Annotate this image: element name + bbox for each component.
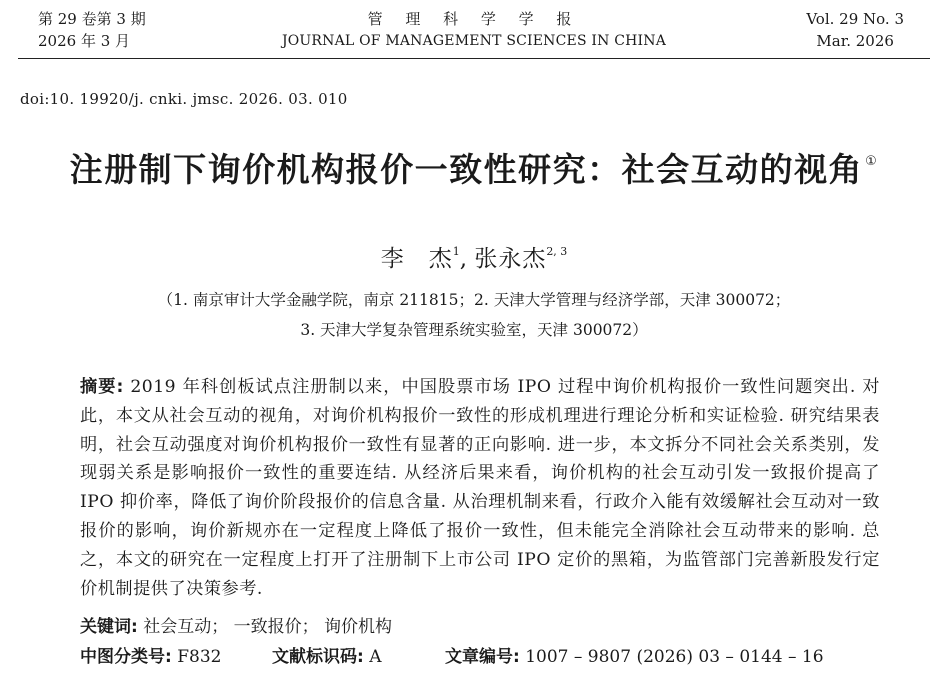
date-cn: 2026 年 3 月 [38,32,131,50]
header-right [806,8,904,52]
clc-number [80,642,221,667]
journal-name-cn: 管 理 科 学 学 报 [367,10,581,28]
journal-name-en: JOURNAL OF MANAGEMENT SCIENCES IN CHINA [281,33,667,49]
date-en: Mar. 2026 [816,32,894,50]
keywords-label: 关键词: [80,617,138,637]
clc-value: F832 [171,647,222,667]
document-code-value: A [363,647,382,667]
author-name: 李 杰 [380,246,453,272]
affiliation-line: （1. 南京审计大学金融学院，南京 211815；2. 天津大学管理与经济学部，天津 300072； [157,291,791,309]
title-text: 注册制下询价机构报价一致性研究：社会互动的视角 [69,150,864,189]
abstract-label: 摘要: [80,377,124,397]
volume-issue-cn: 第 29 卷第 3 期 [38,10,146,28]
keywords-text: 社会互动； 一致报价； 询价机构 [137,617,393,637]
article-number-value: 1007 – 9807 (2026) 03 – 0144 – 16 [519,647,824,667]
abstract-text: 2019 年科创板试点注册制以来，中国股票市场 IPO 过程中询价机构报价一致性问题突出. 对此，本文从社会互动的视角，对询价机构报价一致性的形成机理进行理论分析和实证检验. 研究结果表明，社会互动强度对询价机构报价一致性有显著的正向影响. 进一步，本文拆分不同社会关系类别，发现弱关系是影响报价一致性的重要连结. 从经济后果来看，询价机构的社会互动引发一致报价提高了 IPO 抑价率，降低了询价阶段报价的信息含量. 从治理机制来看，行政介入能有效缓解社会互动对一致报价的影响，询价新规亦在一定程度上降低了报价一致性，但未能完全消除社会互动带来的影响. 总之，本文的研究在一定程度上打开了注册制下上市公司 IPO 定价的黑箱，为监管部门完善新股发行定价机制提供了决策参考. [80,377,880,599]
author-affiliation-marker: 1 [452,245,460,258]
title-footnote-marker[interactable]: ① [865,154,879,169]
doi-link[interactable]: doi:10. 19920/j. cnki. jmsc. 2026. 03. 010 [20,90,348,108]
header-divider [18,58,930,59]
volume-issue-en: Vol. 29 No. 3 [806,10,904,28]
author-affiliation-marker: 2, 3 [546,245,568,258]
abstract [80,373,880,603]
clc-label: 中图分类号: [80,647,172,667]
article-number-label: 文章编号: [445,647,520,667]
article-number [445,642,824,667]
document-code [272,642,382,667]
article-title [0,144,948,191]
keywords [80,612,392,637]
author-list [0,240,948,273]
author-separator: , [459,246,475,272]
document-code-label: 文献标识码: [272,647,364,667]
author-name: 张永杰 [474,246,547,272]
affiliation-line: 3. 天津大学复杂管理系统实验室，天津 300072） [300,321,648,339]
